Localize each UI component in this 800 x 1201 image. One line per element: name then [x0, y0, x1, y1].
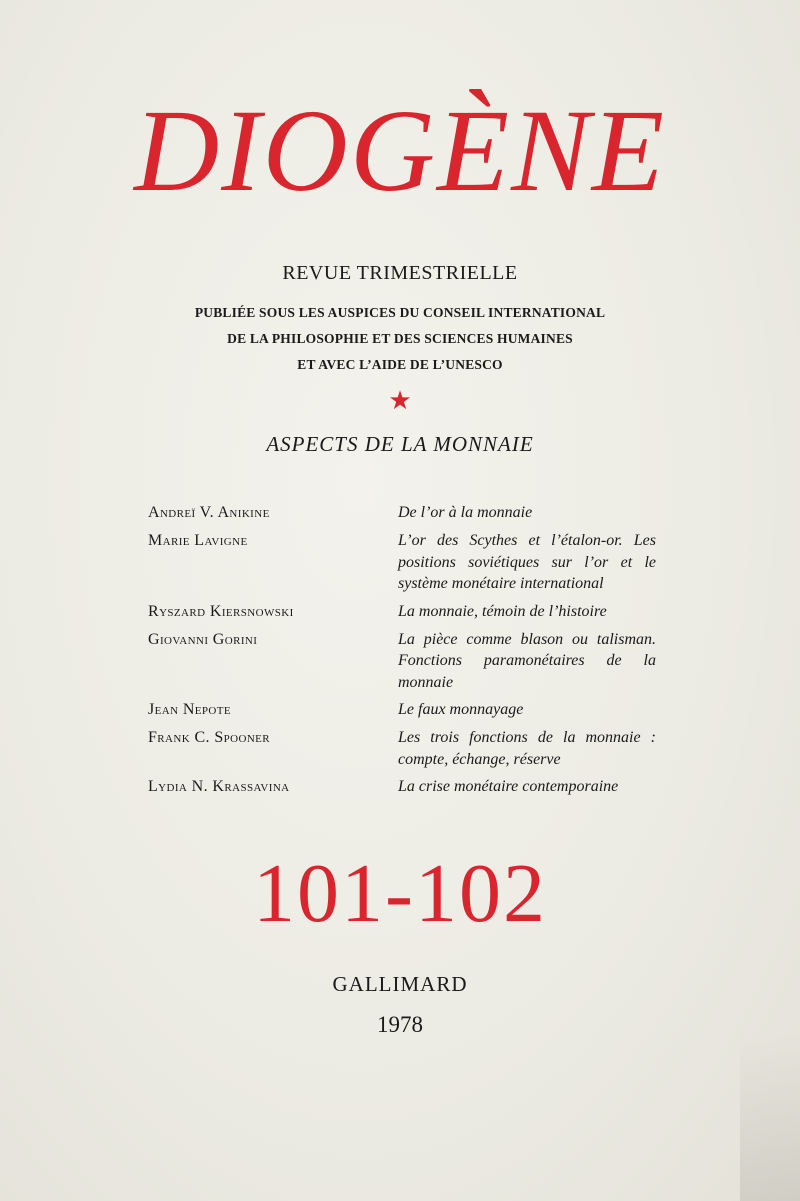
entry-author: Andreï V. Anikine	[148, 504, 270, 521]
contents-entry	[148, 727, 658, 770]
star-icon: ★	[388, 386, 412, 415]
subtitle: REVUE TRIMESTRIELLE	[282, 262, 518, 284]
contents-entry	[148, 502, 658, 524]
patronage-line: ET AVEC L’AIDE DE L’UNESCO	[297, 357, 503, 372]
entry-title: L’or des Scythes et l’étalon-or. Les positions soviétiques sur l’or et le système monétaire international	[398, 532, 656, 592]
entry-title: Le faux monnayage	[398, 701, 524, 718]
entry-author: Giovanni Gorini	[148, 630, 258, 648]
publisher: GALLIMARD	[332, 972, 468, 996]
entry-author: Ryszard Kiersnowski	[148, 602, 294, 620]
entry-title: Les trois fonctions de la monnaie : compte, échange, réserve	[398, 729, 656, 768]
contents-entry	[148, 530, 658, 595]
contents-entry	[148, 699, 658, 721]
patronage-line: DE LA PHILOSOPHIE ET DES SCIENCES HUMAINES	[227, 331, 573, 346]
entry-title: La pièce comme blason ou talisman. Fonctions paramonétaires de la monnaie	[398, 630, 656, 691]
patronage-line: PUBLIÉE SOUS LES AUSPICES DU CONSEIL INTERNATIONAL	[194, 305, 606, 320]
contents-entry	[148, 776, 658, 798]
contents-entry	[148, 629, 658, 694]
patronage-statement	[0, 300, 800, 378]
entry-author: Lydia N. Krassavina	[148, 778, 290, 795]
contents-entry	[148, 601, 658, 623]
issue-number: 101-102	[253, 847, 547, 940]
entry-title: La crise monétaire contemporaine	[398, 778, 619, 795]
paper-wear	[740, 1031, 800, 1201]
entry-author: Frank C. Spooner	[148, 729, 271, 746]
publication-year: 1978	[377, 1012, 423, 1037]
entry-title: De l’or à la monnaie	[398, 504, 533, 521]
entry-title: La monnaie, témoin de l’histoire	[398, 602, 607, 620]
table-of-contents	[148, 502, 658, 804]
masthead-title: DIOGÈNE	[134, 85, 666, 216]
entry-author: Jean Nepote	[148, 701, 232, 718]
entry-author: Marie Lavigne	[148, 532, 248, 549]
issue-theme: ASPECTS DE LA MONNAIE	[266, 432, 534, 456]
